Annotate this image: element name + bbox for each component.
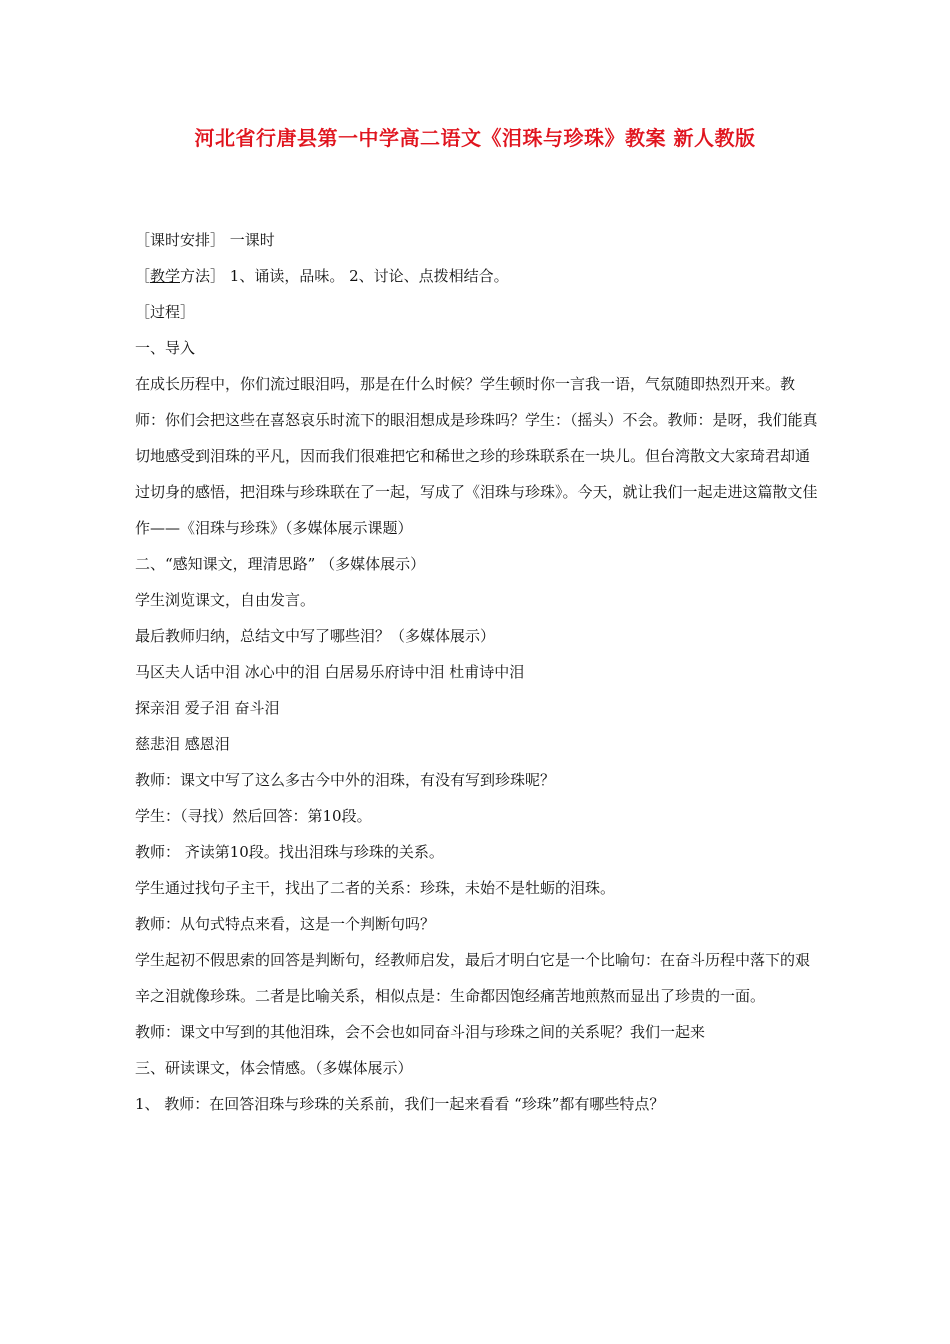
paragraph-process: ［过程］ [135, 303, 196, 321]
paragraph-summary: 最后教师归纳，总结文中写了哪些泪？（多媒体展示） [135, 627, 496, 645]
paragraph-tears-3: 慈悲泪 感恩泪 [135, 735, 230, 753]
paragraph-method [135, 258, 820, 294]
method-underlined-word: 教学 [150, 267, 181, 285]
paragraph-teacher-judgement: 教师：从句式特点来看，这是一个判断句吗？ [135, 915, 436, 933]
paragraph-student-answer: 学生：（寻找）然后回答：第10段。 [135, 807, 372, 825]
paragraph-teacher-other: 教师：课文中写到的其他泪珠，会不会也如同奋斗泪与珍珠之间的关系呢？我们一起来 [135, 1023, 706, 1041]
method-prefix: ［ [135, 267, 151, 285]
paragraph-tears-1: 马区夫人话中泪 冰心中的泪 白居易乐府诗中泪 杜甫诗中泪 [135, 663, 525, 681]
document-title: 河北省行唐县第一中学高二语文《泪珠与珍珠》教案 新人教版 [194, 126, 756, 150]
paragraph-teacher-question: 教师：课文中写了这么多古今中外的泪珠，有没有写到珍珠呢？ [135, 771, 556, 789]
heading-perceive: 二、“感知课文，理清思路” （多媒体展示） [135, 555, 426, 573]
heading-intro: 一、导入 [135, 339, 196, 357]
paragraph-student-metaphor: 学生起初不假思索的回答是判断句，经教师启发，最后才明白它是一个比喻句：在奋斗历程中落下的艰辛之泪就像珍珠。二者是比喻关系，相似点是：生命都因饱经痛苦地煎熬而显出了珍贵的一面。 [135, 951, 811, 1005]
document-body [135, 222, 820, 1122]
paragraph-schedule: ［课时安排］ 一课时 [135, 231, 275, 249]
paragraph-browse: 学生浏览课文，自由发言。 [135, 591, 316, 609]
heading-study: 三、研读课文，体会情感。（多媒体展示） [135, 1059, 413, 1077]
paragraph-student-relation: 学生通过找句子主干，找出了二者的关系：珍珠，未始不是牡蛎的泪珠。 [135, 879, 616, 897]
paragraph-pearl-features: 1、 教师：在回答泪珠与珍珠的关系前，我们一起来看看 “珍珠”都有哪些特点？ [135, 1095, 665, 1113]
paragraph-tears-2: 探亲泪 爱子泪 奋斗泪 [135, 699, 280, 717]
method-rest: 方法］ 1、诵读，品味。 2、讨论、点拨相结合。 [180, 267, 509, 285]
paragraph-teacher-read: 教师： 齐读第10段。找出泪珠与珍珠的关系。 [135, 843, 444, 861]
paragraph-intro: 在成长历程中，你们流过眼泪吗，那是在什么时候？学生顿时你一言我一语，气氛随即热烈开来。教师：你们会把这些在喜怒哀乐时流下的眼泪想成是珍珠吗？学生：（摇头）不会。教师：是呀，我们能真切地感受到泪珠的平凡，因而我们很难把它和稀世之珍的珍珠联系在一块儿。但台湾散文大家琦君却通过切身的感悟，把泪珠与珍珠联在了一起，写成了《泪珠与珍珠》。今天，就让我们一起走进这篇散文佳作——《泪珠与珍珠》（多媒体展示课题） [135, 375, 818, 537]
